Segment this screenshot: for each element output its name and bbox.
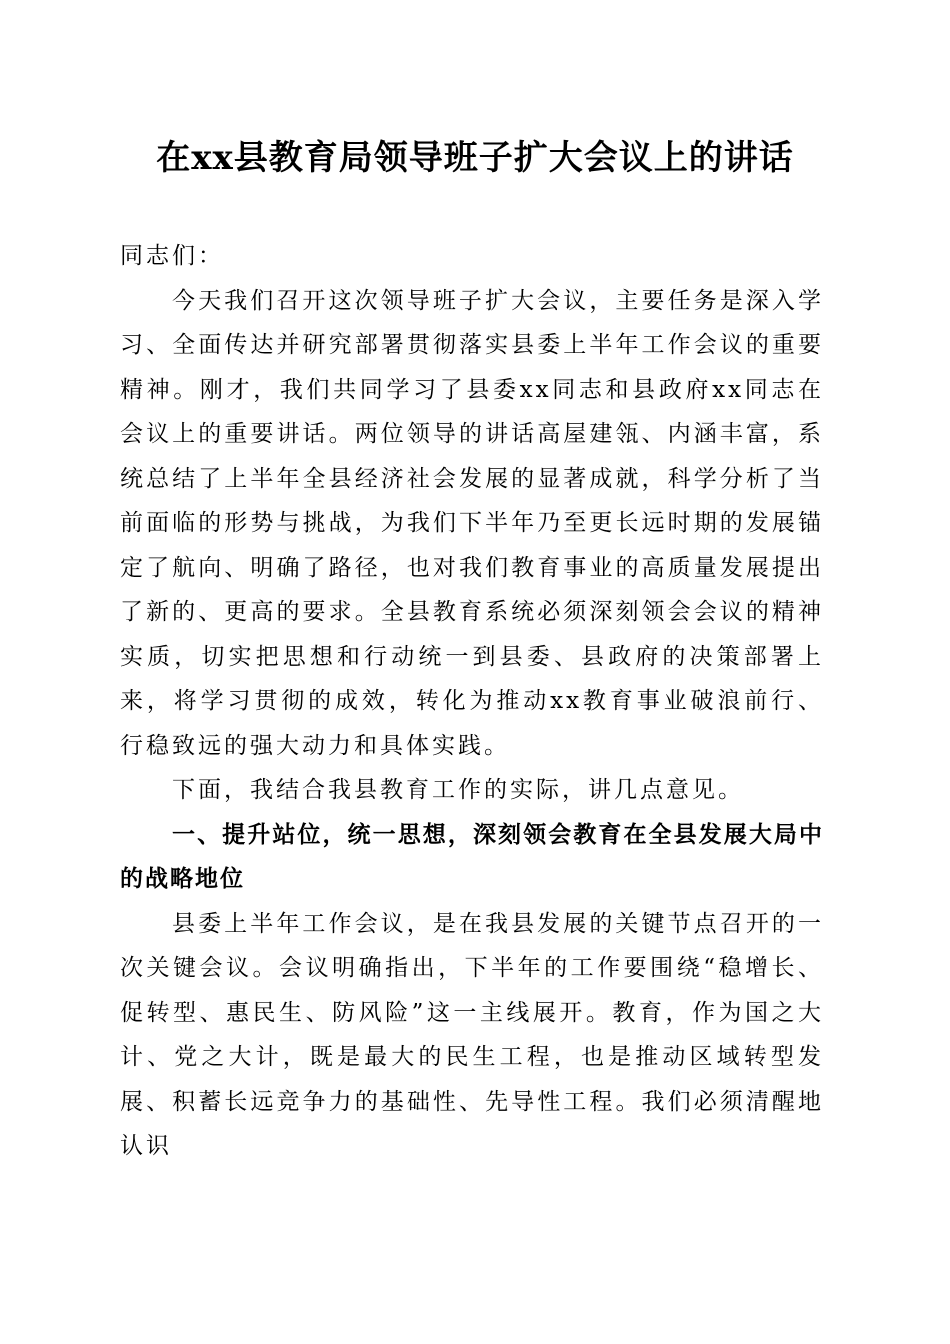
salutation: 同志们： bbox=[120, 243, 224, 269]
section-paragraph: 县委上半年工作会议，是在我县发展的关键节点召开的一次关键会议。会议明确指出，下半年的工作要围绕“稳增长、促转型、惠民生、防风险”这一主线展开。教育，作为国之大计、党之大计，既是最大的民生工程，也是推动区域转型发展、积蓄长远竞争力的基础性、先导性工程。我们必须清醒地认识 bbox=[120, 910, 824, 1159]
section-heading: 一、提升站位，统一思想，深刻领会教育在全县发展大局中的战略地位 bbox=[120, 821, 824, 892]
document-body bbox=[120, 234, 824, 1169]
intro-paragraph: 今天我们召开这次领导班子扩大会议，主要任务是深入学习、全面传达并研究部署贯彻落实县委上半年工作会议的重要精神。刚才，我们共同学习了县委xx同志和县政府xx同志在会议上的重要讲话。两位领导的讲话高屋建瓴、内涵丰富，系统总结了上半年全县经济社会发展的显著成就，科学分析了当前面临的形势与挑战，为我们下半年乃至更长远时期的发展锚定了航向、明确了路径，也对我们教育事业的高质量发展提出了新的、更高的要求。全县教育系统必须深刻领会会议的精神实质，切实把思想和行动统一到县委、县政府的决策部署上来，将学习贯彻的成效，转化为推动xx教育事业破浪前行、行稳致远的强大动力和具体实践。 bbox=[120, 287, 824, 759]
document-title: 在xx县教育局领导班子扩大会议上的讲话 bbox=[156, 138, 794, 178]
transition-paragraph: 下面，我结合我县教育工作的实际，讲几点意见。 bbox=[172, 777, 744, 803]
